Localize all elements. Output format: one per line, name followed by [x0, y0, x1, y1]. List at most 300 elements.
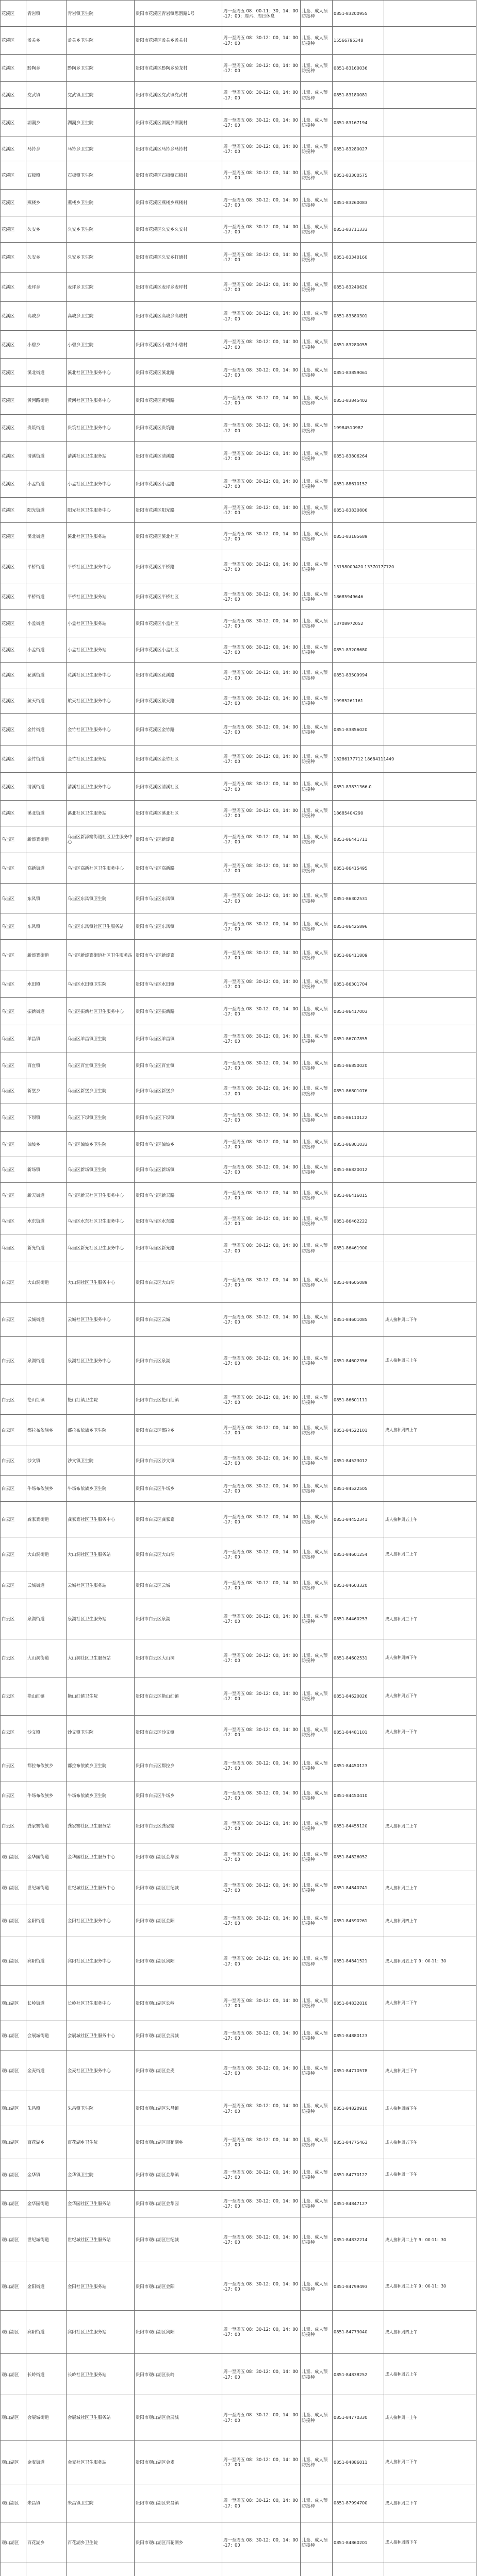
service-target-cell: 儿童、成人预防接种 [301, 2353, 333, 2395]
service-hours-cell: 周一至周五 08：30-12：00，14：00-17：00 [222, 2353, 301, 2395]
service-hours-cell: 周一至周五 08：30-12：00，14：00-17：00 [222, 745, 301, 773]
street-cell: 下坝镇 [26, 1104, 67, 1131]
phone-cell: 0851-84481101 [333, 1715, 384, 1749]
address-cell: 贵阳市花溪区金竹路 [135, 713, 222, 745]
address-cell: 贵阳市观山湖区金麦 [135, 2050, 222, 2091]
street-cell: 百花湖乡 [26, 2522, 67, 2563]
service-target-cell: 儿童、成人预防接种 [301, 550, 333, 584]
district-cell: 花溪区 [1, 610, 26, 637]
facility-name-cell: 党武镇卫生院 [67, 81, 135, 109]
service-hours-cell: 周一至周五 08：30-12：00，14：00-17：00 [222, 826, 301, 853]
address-cell: 贵阳市花溪区孟关乡孟关村 [135, 26, 222, 54]
note-cell [384, 523, 476, 550]
service-target-cell: 儿童、成人预防接种 [301, 1715, 333, 1749]
table-row [1, 470, 476, 498]
facility-name-cell: 乌当区新添寨街道社区卫生服务站 [67, 939, 135, 971]
service-hours-cell: 周一至周五 08：30-12：00，14：00-17：00 [222, 1905, 301, 1937]
street-cell: 朱昌镇 [26, 2484, 67, 2522]
phone-cell: 0851-86820012 [333, 1157, 384, 1182]
address-cell: 贵阳市白云区泉湖 [135, 1336, 222, 1385]
service-hours-cell: 周一至周五 08：30-12：00，14：00-17：00 [222, 1385, 301, 1415]
service-hours-cell: 周一至周五 08：30-12：00，14：00-17：00 [222, 1078, 301, 1104]
service-hours-cell [222, 2563, 301, 2576]
note-cell [384, 610, 476, 637]
address-cell: 贵阳市花溪区久安乡打通村 [135, 243, 222, 273]
address-cell: 贵阳市花溪区党武镇党武村 [135, 81, 222, 109]
phone-cell: 0851-84450123 [333, 1749, 384, 1782]
service-target-cell [301, 2563, 333, 2576]
table-row [1, 939, 476, 971]
table-row [1, 1385, 476, 1415]
address-cell: 贵阳市观山湖区会展城 [135, 2021, 222, 2050]
service-hours-cell: 周一至周五 08：30-12：00，14：00-17：00 [222, 2522, 301, 2563]
facility-name-cell: 麦坪乡卫生院 [67, 272, 135, 302]
table-row [1, 584, 476, 610]
street-cell: 花溪街道 [26, 663, 67, 688]
address-cell: 贵阳市观山湖区金麦 [135, 2440, 222, 2484]
street-cell: 金华镇 [26, 2159, 67, 2190]
table-row [1, 161, 476, 189]
service-hours-cell: 周一至周五 08：30-12：00，14：00-17：00 [222, 584, 301, 610]
address-cell: 贵阳市花溪区石板镇石板村 [135, 161, 222, 189]
service-hours-cell: 周一至周五 08：30-12：00，14：00-17：00 [222, 359, 301, 386]
phone-cell: 0851-83859061 [333, 359, 384, 386]
phone-cell: 0851-86425896 [333, 913, 384, 939]
address-cell: 贵阳市白云区牛场乡 [135, 1476, 222, 1502]
service-target-cell: 儿童、成人预防接种 [301, 1937, 333, 1986]
phone-cell: 0851-86850020 [333, 1053, 384, 1078]
district-cell: 白云区 [1, 1502, 26, 1537]
note-cell [384, 216, 476, 243]
service-hours-cell: 周一至周五 08：30-12：00，14：00-17：00 [222, 1537, 301, 1571]
facility-name-cell: 朱昌镇卫生院 [67, 2091, 135, 2126]
address-cell: 贵阳市花溪区溪北路 [135, 359, 222, 386]
district-cell: 花溪区 [1, 497, 26, 522]
service-hours-cell: 周一至周五 08：30-12：00，14：00-17：00 [222, 1749, 301, 1782]
district-cell: 观山湖区 [1, 2021, 26, 2050]
district-cell: 花溪区 [1, 550, 26, 584]
table-row [1, 523, 476, 550]
note-cell [384, 1446, 476, 1476]
district-cell: 观山湖区 [1, 2311, 26, 2354]
address-cell: 贵阳市乌当区新场镇 [135, 1157, 222, 1182]
service-hours-cell: 周一至周五 08：30-12：00，14：00-17：00 [222, 2217, 301, 2262]
service-hours-cell: 周一至周五 08：30-12：00，14：00-17：00 [222, 1599, 301, 1639]
table-row [1, 1937, 476, 1986]
district-cell: 花溪区 [1, 243, 26, 273]
phone-cell: 0851-83711333 [333, 216, 384, 243]
address-cell: 贵阳市观山湖区会展城 [135, 2395, 222, 2440]
street-cell: 高坡乡 [26, 302, 67, 331]
service-target-cell: 儿童、成人预防接种 [301, 2126, 333, 2159]
table-row [1, 2440, 476, 2484]
service-hours-cell: 周一至周五 08：30-12：00，14：00-17：00 [222, 550, 301, 584]
phone-cell: 0851-84460253 [333, 1599, 384, 1639]
service-hours-cell: 周一至周五 08：30-12：00，14：00-17：00 [222, 713, 301, 745]
note-cell [384, 55, 476, 82]
phone-cell: 0851-87994700 [333, 2484, 384, 2522]
street-cell: 朱昌镇 [26, 2091, 67, 2126]
table-row [1, 55, 476, 82]
note-cell [384, 331, 476, 359]
note-cell [384, 497, 476, 522]
service-hours-cell: 周一至周五 08：30-12：00，14：00-17：00 [222, 1677, 301, 1715]
phone-cell: 0851-84605089 [333, 1262, 384, 1303]
phone-cell: 0851-84522505 [333, 1476, 384, 1502]
service-target-cell: 儿童、成人预防接种 [301, 2217, 333, 2262]
district-cell: 花溪区 [1, 584, 26, 610]
service-target-cell: 儿童、成人预防接种 [301, 1025, 333, 1053]
note-cell: 成人接种周一上午 [384, 2395, 476, 2440]
street-cell: 平桥街道 [26, 584, 67, 610]
service-hours-cell: 周一至周五 08：30-12：00，14：00-17：00 [222, 414, 301, 442]
address-cell: 贵阳市观山湖区宾阳 [135, 2311, 222, 2354]
table-row [1, 1677, 476, 1715]
district-cell: 花溪区 [1, 137, 26, 161]
service-hours-cell: 周一至周五 08：30-12：00，14：00-17：00 [222, 1182, 301, 1208]
address-cell: 贵阳市乌当区新光路 [135, 1234, 222, 1262]
service-target-cell: 儿童、成人预防接种 [301, 826, 333, 853]
note-cell [384, 663, 476, 688]
facility-name-cell: 湖潮乡卫生院 [67, 109, 135, 137]
phone-cell: 0851-86417003 [333, 998, 384, 1025]
service-target-cell: 儿童、成人预防接种 [301, 1303, 333, 1337]
facility-name-cell [67, 2563, 135, 2576]
note-cell [384, 1078, 476, 1104]
district-cell: 观山湖区 [1, 1937, 26, 1986]
address-cell: 贵阳市观山湖区金华园 [135, 1843, 222, 1871]
district-cell: 花溪区 [1, 26, 26, 54]
facility-name-cell: 艳山红镇卫生院 [67, 1385, 135, 1415]
address-cell: 贵阳市观山湖区朱昌镇 [135, 2484, 222, 2522]
phone-cell: 0851-84603320 [333, 1571, 384, 1599]
note-cell: 成人接种周三上午 [384, 1871, 476, 1905]
table-row [1, 331, 476, 359]
note-cell [384, 2190, 476, 2217]
address-cell: 贵阳市观山湖区金阳 [135, 1905, 222, 1937]
service-target-cell: 儿童、成人预防接种 [301, 1336, 333, 1385]
table-row [1, 1182, 476, 1208]
district-cell: 花溪区 [1, 359, 26, 386]
table-row [1, 2126, 476, 2159]
address-cell: 贵阳市花溪区燕楼乡燕楼村 [135, 189, 222, 216]
district-cell: 花溪区 [1, 470, 26, 498]
street-cell: 大山洞街道 [26, 1262, 67, 1303]
facility-name-cell: 沙文镇卫生院 [67, 1446, 135, 1476]
service-target-cell: 儿童、成人预防接种 [301, 359, 333, 386]
address-cell: 贵阳市花溪区麦坪乡麦坪村 [135, 272, 222, 302]
street-cell: 久安乡 [26, 216, 67, 243]
service-hours-cell: 周一至周五 08：30-12：00，14：00-17：00 [222, 913, 301, 939]
street-cell: 黔陶乡 [26, 55, 67, 82]
note-cell [384, 359, 476, 386]
table-row [1, 826, 476, 853]
service-hours-cell: 周一至周五 08：30-12：00，14：00-17：00 [222, 109, 301, 137]
street-cell: 金阳街道 [26, 1905, 67, 1937]
service-target-cell: 儿童、成人预防接种 [301, 2262, 333, 2311]
facility-name-cell: 久安乡卫生院 [67, 216, 135, 243]
facility-name-cell: 沙文镇卫生院 [67, 1715, 135, 1749]
phone-cell: 0851-84602531 [333, 1639, 384, 1677]
service-hours-cell: 周一至周五 08：30-12：00，14：00-17：00 [222, 1208, 301, 1234]
service-target-cell: 儿童、成人预防接种 [301, 853, 333, 884]
table-row [1, 1749, 476, 1782]
facility-name-cell: 会展城社区卫生服务中心 [67, 2021, 135, 2050]
address-cell: 贵阳市白云区泉湖 [135, 1599, 222, 1639]
district-cell: 乌当区 [1, 884, 26, 913]
table-row [1, 1599, 476, 1639]
district-cell: 乌当区 [1, 1053, 26, 1078]
facility-name-cell: 泉湖社区卫生服务站 [67, 1599, 135, 1639]
district-cell: 乌当区 [1, 1025, 26, 1053]
note-cell: 成人接种周二上午 [384, 1537, 476, 1571]
facility-name-cell: 大山洞社区卫生服务站 [67, 1639, 135, 1677]
district-cell: 乌当区 [1, 1234, 26, 1262]
street-cell: 新添寨街道 [26, 826, 67, 853]
table-row [1, 2353, 476, 2395]
service-hours-cell: 周一至周五 08：30-12：00，14：00-17：00 [222, 2262, 301, 2311]
facility-name-cell: 马铃乡卫生院 [67, 137, 135, 161]
district-cell: 观山湖区 [1, 1843, 26, 1871]
service-target-cell: 儿童、成人预防接种 [301, 1782, 333, 1809]
service-target-cell: 儿童、成人预防接种 [301, 1446, 333, 1476]
note-cell [384, 1157, 476, 1182]
facility-name-cell: 世纪城社区卫生服务站 [67, 2217, 135, 2262]
note-cell: 成人接种周五下午 [384, 1677, 476, 1715]
district-cell: 花溪区 [1, 745, 26, 773]
district-cell: 乌当区 [1, 1208, 26, 1234]
street-cell: 金竹街道 [26, 745, 67, 773]
service-hours-cell: 周一至周五 08：30-12：00，14：00-17：00 [222, 1025, 301, 1053]
note-cell [384, 1234, 476, 1262]
address-cell: 贵阳市花溪区黔陶乡骑龙村 [135, 55, 222, 82]
table-row [1, 1715, 476, 1749]
district-cell: 白云区 [1, 1303, 26, 1337]
phone-cell: 0851-83167194 [333, 109, 384, 137]
service-hours-cell: 周一至周五 08：30-12：00，14：00-17：00 [222, 2440, 301, 2484]
service-hours-cell: 周一至周五 08：30-12：00，14：00-17：00 [222, 1157, 301, 1182]
district-cell: 观山湖区 [1, 2217, 26, 2262]
table-row [1, 913, 476, 939]
service-hours-cell: 周一至周五 08：30-12：00，14：00-17：00 [222, 998, 301, 1025]
district-cell: 花溪区 [1, 386, 26, 414]
street-cell: 偏坡乡 [26, 1131, 67, 1157]
note-cell [384, 1262, 476, 1303]
service-target-cell: 儿童、成人预防接种 [301, 2021, 333, 2050]
phone-cell: 0851-84799493 [333, 2262, 384, 2311]
facility-name-cell: 溪北社区卫生服务中心 [67, 359, 135, 386]
district-cell: 白云区 [1, 1571, 26, 1599]
phone-cell: 0851-84826052 [333, 1843, 384, 1871]
phone-cell: 13708972052 [333, 610, 384, 637]
table-row [1, 1415, 476, 1446]
service-hours-cell: 周一至周五 08：30-12：00，14：00-17：00 [222, 1782, 301, 1809]
service-target-cell: 儿童、成人预防接种 [301, 470, 333, 498]
district-cell: 乌当区 [1, 913, 26, 939]
service-target-cell: 儿童、成人预防接种 [301, 1749, 333, 1782]
district-cell: 白云区 [1, 1782, 26, 1809]
facility-name-cell: 金阳社区卫生服务中心 [67, 1905, 135, 1937]
facility-name-cell: 宾阳社区卫生服务中心 [67, 1937, 135, 1986]
district-cell: 乌当区 [1, 1131, 26, 1157]
phone-cell: 0851-86801033 [333, 1131, 384, 1157]
district-cell: 花溪区 [1, 523, 26, 550]
service-target-cell: 儿童、成人预防接种 [301, 331, 333, 359]
service-hours-cell: 周一至周五 08：30-12：00，14：00-17：00 [222, 663, 301, 688]
facility-name-cell: 高坡乡卫生院 [67, 302, 135, 331]
street-cell: 阳光街道 [26, 497, 67, 522]
district-cell: 乌当区 [1, 1078, 26, 1104]
address-cell: 贵阳市乌当区新堡乡 [135, 1078, 222, 1104]
street-cell: 会展城街道 [26, 2395, 67, 2440]
facility-name-cell: 金麦社区卫生服务站 [67, 2440, 135, 2484]
address-cell: 贵阳市白云区牛场乡 [135, 1782, 222, 1809]
street-cell: 牛场布依族乡 [26, 1476, 67, 1502]
phone-cell: 0851-84832214 [333, 2217, 384, 2262]
phone-cell: 0851-86301704 [333, 971, 384, 998]
address-cell: 贵阳市花溪区黄河路 [135, 386, 222, 414]
street-cell: 水东街道 [26, 1208, 67, 1234]
street-cell: 牛场布依族乡 [26, 1782, 67, 1809]
address-cell: 贵阳市白云区龚家寨 [135, 1502, 222, 1537]
phone-cell: 0851-83831366-0 [333, 773, 384, 801]
note-cell [384, 1053, 476, 1078]
table-row [1, 1985, 476, 2021]
table-row [1, 550, 476, 584]
service-hours-cell: 周一至周五 08：30-12：00，14：00-17：00 [222, 853, 301, 884]
service-hours-cell: 周一至周五 08：30-12：00，14：00-17：00 [222, 302, 301, 331]
facility-name-cell: 宾阳社区卫生服务站 [67, 2311, 135, 2354]
service-target-cell: 儿童、成人预防接种 [301, 939, 333, 971]
district-cell: 白云区 [1, 1537, 26, 1571]
facility-name-cell: 乌当区偏坡乡卫生院 [67, 1131, 135, 1157]
table-row [1, 637, 476, 663]
facility-name-cell: 世纪城社区卫生服务中心 [67, 1871, 135, 1905]
district-cell: 花溪区 [1, 55, 26, 82]
phone-cell: 0851-84620026 [333, 1677, 384, 1715]
district-cell: 观山湖区 [1, 2522, 26, 2563]
district-cell: 白云区 [1, 1599, 26, 1639]
service-target-cell: 儿童、成人预防接种 [301, 971, 333, 998]
table-row [1, 688, 476, 713]
street-cell: 黄河路街道 [26, 386, 67, 414]
note-cell: 成人接种周四下午 [384, 2522, 476, 2563]
service-target-cell: 儿童、成人预防接种 [301, 1104, 333, 1131]
address-cell: 贵阳市白云区大山洞 [135, 1537, 222, 1571]
facility-name-cell: 牛场布依族乡卫生院 [67, 1476, 135, 1502]
service-hours-cell: 周一至周五 08：30-12：00，14：00-17：00 [222, 688, 301, 713]
table-row [1, 497, 476, 522]
phone-cell: 0851-86462222 [333, 1208, 384, 1234]
table-row [1, 1208, 476, 1234]
service-hours-cell: 周一至周五 08：30-12：00，14：00-17：00 [222, 1571, 301, 1599]
service-target-cell: 儿童、成人预防接种 [301, 1208, 333, 1234]
phone-cell: 0851-86411809 [333, 939, 384, 971]
phone-cell: 0851-83845402 [333, 386, 384, 414]
service-target-cell: 儿童、成人预防接种 [301, 2484, 333, 2522]
service-target-cell: 儿童、成人预防接种 [301, 1871, 333, 1905]
phone-cell: 0851-84452341 [333, 1502, 384, 1537]
service-target-cell: 儿童、成人预防接种 [301, 442, 333, 470]
phone-cell [333, 2563, 384, 2576]
service-target-cell: 儿童、成人预防接种 [301, 1415, 333, 1446]
service-target-cell: 儿童、成人预防接种 [301, 584, 333, 610]
facility-name-cell: 清溪社区卫生服务站 [67, 442, 135, 470]
service-hours-cell: 周一至周五 08：30-12：00，14：00-17：00 [222, 137, 301, 161]
table-row [1, 2091, 476, 2126]
phone-cell: 13158009420 13370177720 [333, 550, 384, 584]
phone-cell: 0851-84523012 [333, 1446, 384, 1476]
address-cell: 贵阳市花溪区马铃乡马铃村 [135, 137, 222, 161]
street-cell: 世纪城街道 [26, 1871, 67, 1905]
district-cell: 花溪区 [1, 81, 26, 109]
street-cell [26, 2563, 67, 2576]
address-cell: 贵阳市观山湖区百花湖乡 [135, 2522, 222, 2563]
table-row [1, 1, 476, 27]
street-cell: 石板镇 [26, 161, 67, 189]
phone-cell: 0851-84832010 [333, 1985, 384, 2021]
service-target-cell: 儿童、成人预防接种 [301, 2522, 333, 2563]
note-cell [384, 1571, 476, 1599]
street-cell: 金华园街道 [26, 2190, 67, 2217]
service-target-cell: 儿童、成人预防接种 [301, 688, 333, 713]
facility-name-cell: 百花湖乡卫生院 [67, 2126, 135, 2159]
phone-cell: 0851-84820910 [333, 2091, 384, 2126]
street-cell: 沙文镇 [26, 1715, 67, 1749]
table-row [1, 1234, 476, 1262]
service-target-cell: 儿童、成人预防接种 [301, 189, 333, 216]
street-cell: 会展城街道 [26, 2021, 67, 2050]
facility-name-cell: 艳山红镇卫生院 [67, 1677, 135, 1715]
service-hours-cell: 周一至周五 08：30-12：00，14：00-17：00 [222, 189, 301, 216]
service-target-cell: 儿童、成人预防接种 [301, 1537, 333, 1571]
service-target-cell: 儿童、成人预防接种 [301, 610, 333, 637]
service-target-cell: 儿童、成人预防接种 [301, 1234, 333, 1262]
table-row [1, 1571, 476, 1599]
district-cell: 观山湖区 [1, 1905, 26, 1937]
table-row [1, 610, 476, 637]
table-row [1, 442, 476, 470]
district-cell: 花溪区 [1, 442, 26, 470]
district-cell: 花溪区 [1, 801, 26, 826]
street-cell: 艳山红镇 [26, 1677, 67, 1715]
service-hours-cell: 周一至周五 08：30-12：00，14：00-17：00 [222, 1234, 301, 1262]
table-row [1, 81, 476, 109]
street-cell: 小孟街道 [26, 637, 67, 663]
address-cell: 贵阳市乌当区百宜镇 [135, 1053, 222, 1078]
facility-name-cell: 久安乡卫生院 [67, 243, 135, 273]
district-cell: 花溪区 [1, 713, 26, 745]
street-cell: 东风镇 [26, 884, 67, 913]
phone-cell: 0851-84773040 [333, 2311, 384, 2354]
service-hours-cell: 周一至周五 08：30-12：00，14：00-17：00 [222, 1502, 301, 1537]
note-cell [384, 584, 476, 610]
phone-cell: 0851-86801076 [333, 1078, 384, 1104]
note-cell [384, 470, 476, 498]
facility-name-cell: 乌当区羊昌镇卫生院 [67, 1025, 135, 1053]
address-cell: 贵阳市花溪区金竹社区 [135, 745, 222, 773]
service-target-cell: 儿童、成人预防接种 [301, 161, 333, 189]
service-hours-cell: 周一至周五 08：30-12：00，14：00-17：00 [222, 2190, 301, 2217]
table-row [1, 2484, 476, 2522]
street-cell: 久安乡 [26, 243, 67, 273]
address-cell: 贵阳市乌当区新添寨 [135, 826, 222, 853]
street-cell: 金华园街道 [26, 1843, 67, 1871]
phone-cell: 0851-88610152 [333, 470, 384, 498]
table-row [1, 1053, 476, 1078]
table-row [1, 1446, 476, 1476]
address-cell: 贵阳市白云区沙文镇 [135, 1446, 222, 1476]
